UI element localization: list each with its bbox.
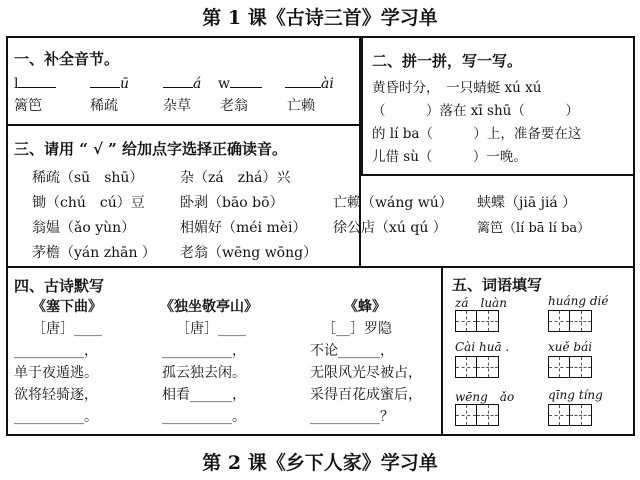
poem3-line4[interactable]: __________？ bbox=[310, 409, 394, 425]
tianzige-wengao[interactable] bbox=[455, 404, 499, 426]
tianzige-qingting[interactable] bbox=[548, 404, 592, 426]
choice-zaxing[interactable]: 杂（zá zhá）兴 bbox=[180, 170, 291, 186]
word-1: 篱笆 bbox=[14, 98, 42, 114]
word-pinyin-caihua: Cài huā . bbox=[455, 340, 510, 354]
choice-xishu[interactable]: 稀疏（sū shū） bbox=[32, 170, 144, 186]
word-3: 杂草 bbox=[163, 98, 191, 114]
word-pinyin-wengao: wēng ǎo bbox=[455, 390, 515, 404]
choice-jiadie[interactable]: 蛱蝶（jiā jiá ） bbox=[477, 195, 577, 211]
poem2-author[interactable]: ［唐］____ bbox=[176, 321, 246, 337]
word-pinyin-zaluan: zá luàn bbox=[455, 296, 507, 310]
tianzige-caihua[interactable] bbox=[455, 356, 499, 378]
poem1-title: 《塞下曲》 bbox=[32, 299, 102, 315]
poem1-line2: 单于夜遁逃。 bbox=[14, 365, 98, 381]
syllable-blank-1[interactable]: l bbox=[14, 74, 56, 92]
choice-xiangmeihao[interactable]: 相媚好（méi mèi） bbox=[180, 220, 307, 236]
choice-chudou[interactable]: 锄（chú cú）豆 bbox=[32, 195, 145, 211]
tianzige-zaluan[interactable] bbox=[455, 310, 499, 332]
choice-maoyan[interactable]: 茅檐（yán zhān ） bbox=[32, 245, 156, 261]
syllable-blank-2[interactable]: ū bbox=[90, 74, 129, 92]
poem3-author[interactable]: ［__］罗隐 bbox=[322, 321, 392, 337]
poem3-line3: 采得百花成蜜后， bbox=[310, 387, 422, 403]
tianzige-xuebai[interactable] bbox=[548, 356, 592, 378]
word-pinyin-huangdie: huáng dié bbox=[548, 294, 609, 308]
section2-heading: 二、拼一拼，写一写。 bbox=[372, 52, 523, 70]
syllable-blank-5[interactable]: ài bbox=[285, 74, 334, 92]
syllable-blank-3[interactable]: á bbox=[163, 74, 201, 92]
section3-heading: 三、请用 “ √ ” 给加点字选择正确读音。 bbox=[14, 140, 288, 158]
poem3-line2: 无限风光尽被占， bbox=[310, 365, 422, 381]
choice-liba[interactable]: 篱笆（lí bā lí ba） bbox=[477, 221, 591, 236]
word-pinyin-xuebai: xuě bái bbox=[548, 340, 593, 354]
choice-xugongdian[interactable]: 徐公店（xú qú ） bbox=[333, 220, 447, 236]
section2-line-3: 的 lí ba（ ）上，准备要在这 bbox=[372, 126, 582, 142]
word-2: 稀疏 bbox=[90, 98, 118, 114]
section4-heading: 四、古诗默写 bbox=[14, 277, 105, 295]
word-5: 亡赖 bbox=[287, 98, 315, 114]
poem1-line3: 欲将轻骑逐， bbox=[14, 387, 98, 403]
poem2-title: 《独坐敬亭山》 bbox=[160, 299, 258, 315]
poem1-line4[interactable]: __________。 bbox=[14, 409, 98, 425]
poem3-title: 《蜂》 bbox=[344, 299, 386, 315]
poem2-line4[interactable]: __________。 bbox=[162, 409, 246, 425]
section5-heading: 五、词语填写 bbox=[452, 276, 543, 294]
choice-laoweng[interactable]: 老翁（wēng wōng） bbox=[180, 245, 318, 261]
syllable-blank-4[interactable]: w bbox=[218, 74, 262, 92]
choice-wanglai[interactable]: 亡赖（wáng wú） bbox=[333, 195, 453, 211]
worksheet-title-lesson1: 第 1 课《古诗三首》学习单 bbox=[202, 7, 438, 29]
poem1-line1[interactable]: __________， bbox=[14, 343, 98, 359]
poem2-line3[interactable]: 相看______， bbox=[162, 387, 246, 403]
poem1-author[interactable]: ［唐］____ bbox=[32, 321, 102, 337]
choice-wengao[interactable]: 翁媪（ǎo yùn） bbox=[32, 220, 136, 236]
worksheet-title-lesson2: 第 2 课《乡下人家》学习单 bbox=[202, 452, 438, 474]
poem3-line1[interactable]: 不论______， bbox=[310, 343, 394, 359]
section2-line-4: 儿借 sù（ ）一晚。 bbox=[372, 149, 527, 165]
word-pinyin-qingting: qīng tíng bbox=[548, 388, 603, 402]
section2-line-1: 黄昏时分， 一只蜻蜓 xú xú bbox=[372, 80, 542, 96]
tianzige-huangdie[interactable] bbox=[548, 310, 592, 332]
section2-line-2: （ ）落在 xī shū（ ） bbox=[372, 103, 579, 119]
word-4: 老翁 bbox=[220, 98, 248, 114]
poem2-line2: 孤云独去闲。 bbox=[162, 365, 246, 381]
choice-wobao[interactable]: 卧剥（bāo bō） bbox=[180, 195, 284, 211]
poem2-line1[interactable]: __________， bbox=[162, 343, 246, 359]
section1-heading: 一、补全音节。 bbox=[14, 50, 120, 68]
